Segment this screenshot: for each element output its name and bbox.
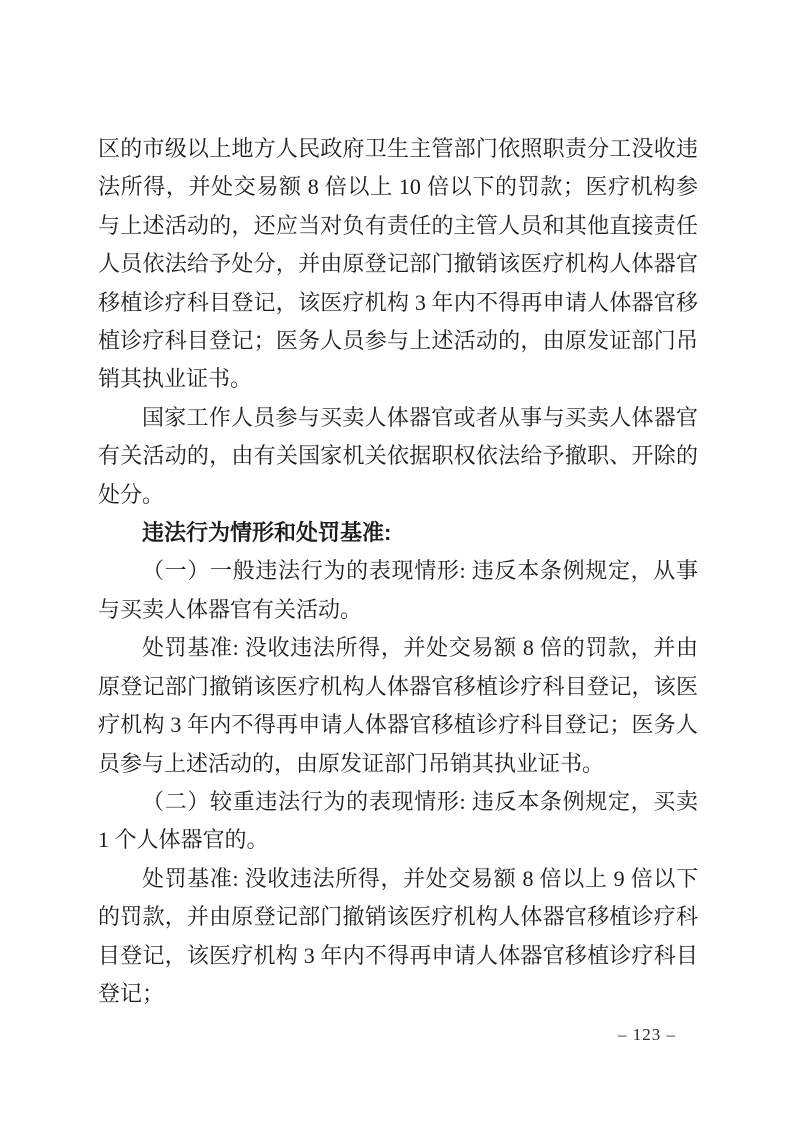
paragraph-item1-penalty: 处罚基准: 没收违法所得，并处交易额 8 倍的罚款，并由原登记部门撤销该医疗机构人体器官移植诊疗科目登记，该医疗机构 3 年内不得再申请人体器官移植诊疗科目登记；医务人员参与上述活动的，由原发证部门吊销其执业证书。 (98, 635, 698, 776)
document-body (98, 130, 698, 1013)
paragraph-item2-situation: （二）较重违法行为的表现情形: 违反本条例规定，买卖 1 个人体器官的。 (98, 788, 698, 853)
section-heading: 违法行为情形和处罚基准: (142, 520, 392, 546)
paragraph-item2-penalty: 处罚基准: 没收违法所得，并处交易额 8 倍以上 9 倍以下的罚款，并由原登记部门撤销该医疗机构人体器官移植诊疗科目登记，该医疗机构 3 年内不得再申请人体器官移植诊疗科目登记； (98, 865, 698, 1006)
paragraph-item1-situation: （一）一般违法行为的表现情形: 违反本条例规定，从事与买卖人体器官有关活动。 (98, 558, 698, 622)
page-number: – 123 – (618, 1025, 676, 1044)
paragraph-continuation: 区的市级以上地方人民政府卫生主管部门依照职责分工没收违法所得，并处交易额 8 倍以上 10 倍以下的罚款；医疗机构参与上述活动的，还应当对负有责任的主管人员和其他直接责任人员依法给予处分，并由原登记部门撤销该医疗机构人体器官移植诊疗科目登记，该医疗机构 3 年内不得再申请人体器官移植诊疗科目登记；医务人员参与上述活动的，由原发证部门吊销其执业证书。 (98, 136, 698, 392)
paragraph-state-staff: 国家工作人员参与买卖人体器官或者从事与买卖人体器官有关活动的，由有关国家机关依据职权依法给予撤职、开除的处分。 (98, 404, 698, 507)
